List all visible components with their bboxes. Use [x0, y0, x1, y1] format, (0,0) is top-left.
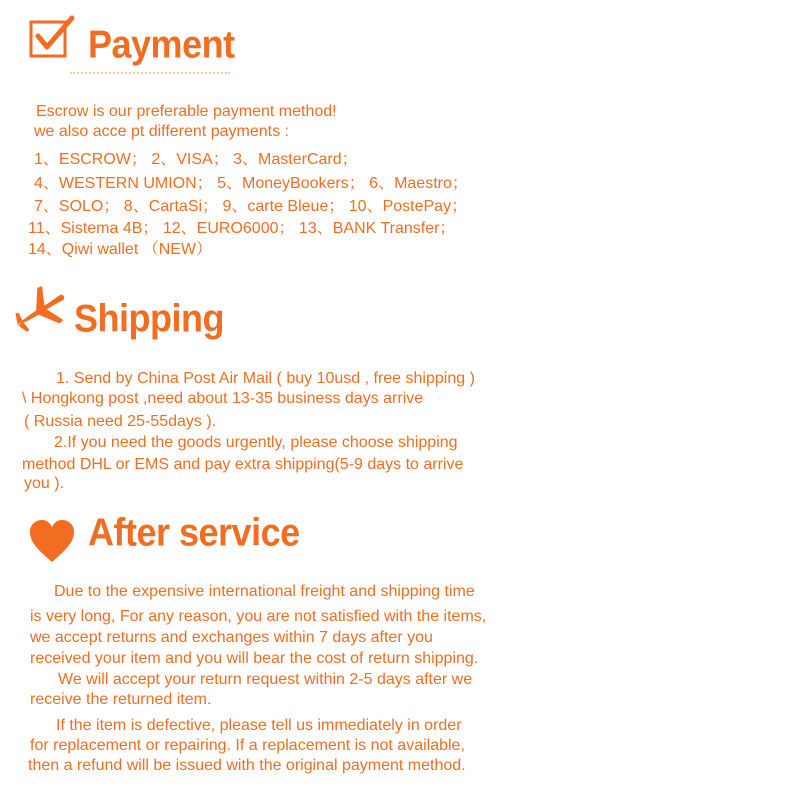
after-service-line: receive the returned item.: [30, 691, 212, 708]
airplane-icon: [10, 286, 70, 336]
heart-icon: [28, 518, 76, 564]
shipping-line: 2.If you need the goods urgently, please choose shipping: [54, 434, 458, 451]
shipping-title: Shipping: [74, 296, 224, 341]
shipping-line: 1. Send by China Post Air Mail ( buy 10usd , free shipping ): [56, 370, 475, 387]
after-service-line: for replacement or repairing. If a replacement is not available,: [30, 737, 465, 754]
payment-line: Escrow is our preferable payment method!: [36, 103, 337, 120]
payment-line: 11、Sistema 4B； 12、EURO6000； 13、BANK Transfer；: [28, 220, 456, 237]
payment-line: 14、Qiwi wallet （NEW）: [28, 241, 213, 258]
payment-title: Payment: [88, 22, 235, 67]
after-service-line: received your item and you will bear the cost of return shipping.: [30, 650, 479, 667]
payment-line: 4、WESTERN UMION； 5、MoneyBookers； 6、Maestro；: [34, 175, 468, 192]
checkbox-icon: [28, 14, 78, 60]
shipping-line: ( Russia need 25-55days ).: [24, 413, 217, 430]
shipping-line: \ Hongkong post ,need about 13-35 business days arrive: [22, 390, 424, 407]
after-service-line: Due to the expensive international freight and shipping time: [54, 583, 475, 600]
after-service-title: After service: [88, 510, 300, 555]
after-service-line: is very long, For any reason, you are not satisfied with the items,: [30, 608, 487, 625]
after-service-line: then a refund will be issued with the original payment method.: [28, 757, 466, 774]
shipping-line: method DHL or EMS and pay extra shipping(5-9 days to arrive: [22, 456, 464, 473]
shipping-line: you ).: [24, 475, 65, 492]
after-service-line: We will accept your return request within 2-5 days after we: [58, 671, 473, 688]
payment-line: 1、ESCROW； 2、VISA； 3、MasterCard；: [34, 151, 358, 168]
after-service-line: If the item is defective, please tell us immediately in order: [56, 717, 462, 734]
payment-line: we also acce pt different payments :: [34, 123, 289, 140]
after-service-line: we accept returns and exchanges within 7 days after you: [30, 629, 433, 646]
payment-line: 7、SOLO； 8、CartaSi； 9、carte Bleue； 10、PostePay；: [34, 198, 468, 215]
divider: [70, 72, 230, 78]
